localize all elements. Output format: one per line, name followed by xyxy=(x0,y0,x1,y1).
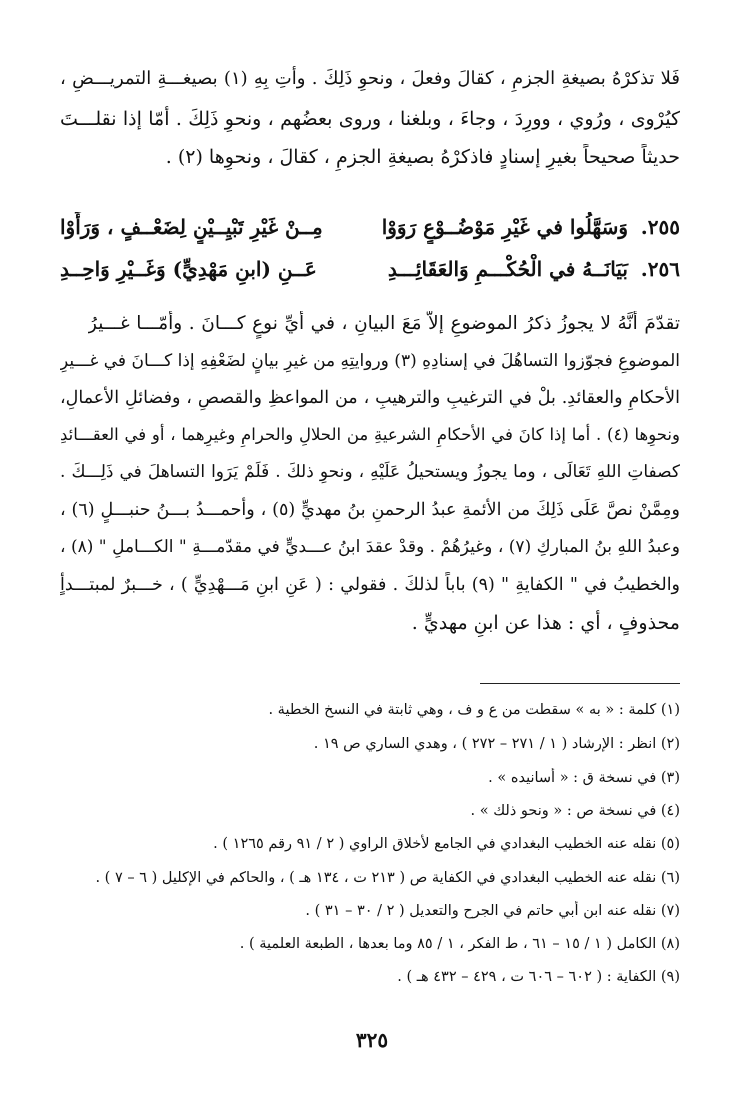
verse-255 xyxy=(60,212,680,244)
text-line: وعبدُ اللهِ بنُ المباركِ (٧) ، وغيرُهُمْ . وقدْ عقدَ ابنُ عـــديٍّ في مقدّمـــةِ " الكـــاملِ " (٨) ، xyxy=(60,537,680,557)
verse-number: ٢٥٦. xyxy=(640,257,680,281)
footnote: (٢) انظر : الإرشاد ( ١ / ٢٧١ – ٢٧٢ ) ، وهدي الساري ص ١٩ . xyxy=(313,736,680,752)
footnote-separator xyxy=(480,683,680,684)
footnote: (٩) الكفاية : ( ٦٠٢ – ٦٠٦ ت ، ٤٢٩ – ٤٣٢ هـ ) . xyxy=(397,969,680,985)
text-line: محذوفٍ ، أي : هذا عن ابنِ مهديٍّ . xyxy=(411,612,680,634)
footnote: (٥) نقله عنه الخطيب البغدادي في الجامع لأخلاق الراوي ( ٢ / ٩١ رقم ١٢٦٥ ) . xyxy=(213,836,680,852)
text-line: والخطيبُ في " الكفايةِ " (٩) باباً لذلكَ . فقولي : ( عَنِ ابنِ مَـــهْدِيٍّ ) ، خـــبرٌ لمبتـــدأٍ xyxy=(60,575,680,595)
footnote: (٨) الكامل ( ١ / ١٥ – ٦١ ، ط الفكر ، ١ / ٨٥ وما بعدها ، الطبعة العلمية ) . xyxy=(239,936,680,952)
verse-first-hemistich: وَسَهَّلُوا في غَيْرِ مَوْضُــوْعٍ رَوَوْا xyxy=(381,215,628,239)
footnote: (١) كلمة : « به » سقطت من ع و ف ، وهي ثابتة في النسخ الخطية . xyxy=(268,702,680,718)
footnote: (٣) في نسخة ق : « أسانيده » . xyxy=(488,770,680,786)
text-line: كيُرْوى ، ورُوي ، وورِدَ ، وجاءَ ، وبلغنا ، وروى بعضُهم ، ونحوِ ذَلِكَ . أمّا إذا نقلـــتَ xyxy=(60,108,680,130)
footnote: (٧) نقله عنه ابن أبي حاتم في الجرح والتعديل ( ٢ / ٣٠ – ٣١ ) . xyxy=(305,903,680,919)
text-line: الأحكامِ والعقائدِ. بلْ في الترغيبِ والترهيبِ ، من المواعظِ والقصصِ ، وفضائلِ الأعمالِ، xyxy=(60,388,680,408)
text-line: ومِمَّنْ نصَّ عَلَى ذَلِكَ من الأئمةِ عبدُ الرحمنِ بنُ مهديٍّ (٥) ، وأحمـــدُ بـــنُ حنبـــلٍ (٦) ، xyxy=(60,500,680,520)
text-line: حديثاً صحيحاً بغيرِ إسنادٍ فاذكرْهُ بصيغةِ الجزمِ ، كقالَ ، ونحوِها (٢) . xyxy=(165,146,680,168)
page-number: ٣٢٥ xyxy=(355,1028,389,1052)
footnote: (٦) نقله عنه الخطيب البغدادي في الكفاية ص ( ٢١٣ ت ، ١٣٤ هـ ) ، والحاكم في الإكليل ( ٦ – ٧ ) . xyxy=(95,870,680,886)
text-line: ونحوِها (٤) . أما إذا كانَ في الأحكامِ الشرعيةِ من الحلالِ والحرامِ وغيرِهما ، أو في العقـــائدِ xyxy=(60,425,680,444)
text-line: الموضوعِ فجوّزوا التساهُلَ في إسنادِهِ (٣) وروايتِهِ من غيرِ بيانٍ لضَعْفِهِ إذا كـــانَ في غـــيرِ xyxy=(60,351,680,371)
text-line: فَلا تذكرْهُ بصيغةِ الجزمِ ، كقالَ وفعلَ ، ونحوِ ذَلِكَ . وأتِ بِهِ (١) بصيغـــةِ التمريـــضِ ، xyxy=(60,68,680,89)
verse-second-hemistich: عَــنِ (ابنِ مَهْدِيٍّ) وَغَــيْرِ وَاحِــدِ xyxy=(60,257,317,281)
text-line: كصفاتِ اللهِ تَعَالَى ، وما يجوزُ ويستحيلُ عَلَيْهِ ، ونحوِ ذلكَ . فَلَمْ يَرَوا التساهلَ في ذَلِـــكَ . xyxy=(60,462,680,482)
verse-256 xyxy=(60,254,680,286)
verse-first-hemistich: بَيَانَــهُ في الْحُكْـــمِ وَالعَقَائِـــدِ xyxy=(387,257,628,281)
verse-number: ٢٥٥. xyxy=(640,215,680,239)
footnote: (٤) في نسخة ص : « ونحو ذلك » . xyxy=(470,803,680,819)
text-line: تقدّمَ أنَّهُ لا يجوزُ ذكرُ الموضوعِ إلاّ مَعَ البيانِ ، في أيِّ نوعٍ كـــانَ . وأمّـــا غـــيرُ xyxy=(88,313,680,334)
verse-second-hemistich: مِــنْ غَيْرِ تَبْيِــيْنٍ لِضَعْــفٍ ، وَرَأَوْا xyxy=(60,215,323,239)
